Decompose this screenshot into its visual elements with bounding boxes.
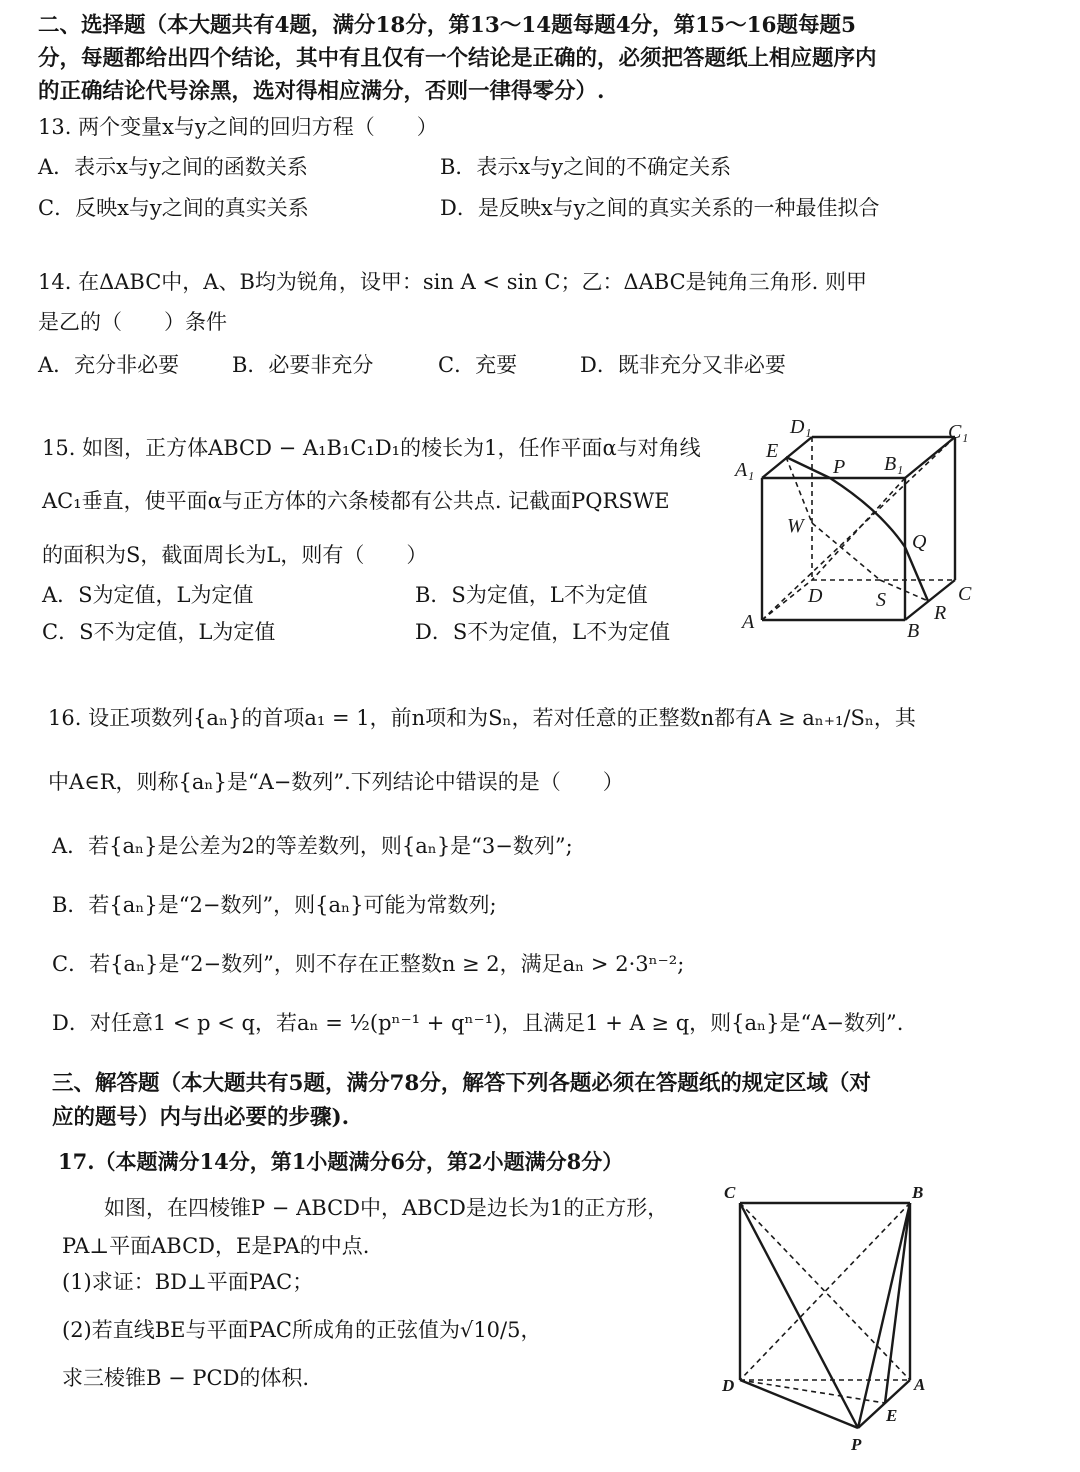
q17-stem-line2: PA⊥平面ABCD，E是PA的中点.: [62, 1234, 370, 1258]
section3-header-line2: 应的题号）内与出必要的步骤).: [52, 1105, 350, 1130]
q14-option-c[interactable]: C．充要: [438, 353, 518, 377]
edge-A-P: [858, 1380, 910, 1428]
label-C: C: [958, 583, 972, 605]
label-D: D: [808, 585, 823, 607]
label-W: W: [787, 515, 804, 537]
q16-option-a[interactable]: A．若{aₙ}是公差为2的等差数列，则{aₙ}是“3−数列”;: [52, 834, 573, 858]
q17-part1: (1)求证：BD⊥平面PAC；: [62, 1270, 314, 1294]
edge-A-D: [762, 580, 812, 620]
section-edge-W-S: [812, 523, 880, 580]
q15-stem-line3: 的面积为S，截面周长为L，则有（ ）: [42, 543, 428, 567]
pyramid-solid-edges: [740, 1203, 910, 1428]
q14-option-b[interactable]: B．必要非充分: [232, 353, 374, 377]
label-P: P: [833, 456, 846, 478]
q15-cube-figure: [730, 410, 990, 650]
edge-D-P: [740, 1380, 858, 1428]
section2-header-line1: 二、选择题（本大题共有4题，满分18分，第13～14题每题4分，第15～16题每题5: [38, 13, 856, 38]
section2-header-line3: 的正确结论代号涂黑，选对得相应满分，否则一律得零分）.: [38, 79, 605, 104]
label-P: P: [851, 1435, 862, 1454]
q16-stem-line2: 中A∈R，则称{aₙ}是“A−数列”.下列结论中错误的是（ ）: [48, 770, 624, 794]
q17-heading: 17.（本题满分14分，第1小题满分6分，第2小题满分8分）: [58, 1149, 624, 1174]
q14-option-d[interactable]: D．既非充分又非必要: [580, 353, 786, 377]
label-C: C: [724, 1183, 736, 1202]
q15-stem-line2: AC₁垂直，使平面α与正方体的六条棱都有公共点. 记截面PQRSWE: [42, 489, 670, 513]
q17-stem-line1: 如图，在四棱锥P − ABCD中，ABCD是边长为1的正方形，: [104, 1196, 669, 1220]
label-A1: A₁: [735, 459, 755, 481]
label-B: B: [907, 620, 920, 642]
q16-stem-line1: 16. 设正项数列{aₙ}的首项a₁ = 1，前n项和为Sₙ，若对任意的正整数n都有A ≥ aₙ₊₁/Sₙ，其: [48, 706, 916, 730]
label-Q: Q: [912, 531, 927, 553]
q15-option-a[interactable]: A．S为定值，L为定值: [42, 583, 254, 607]
q15-option-b[interactable]: B．S为定值，L不为定值: [415, 583, 648, 607]
label-E: E: [886, 1406, 898, 1425]
label-B1: B₁: [884, 453, 904, 475]
edge-C-P: [740, 1203, 858, 1428]
label-R: R: [934, 602, 947, 624]
edge-B-P: [858, 1203, 910, 1428]
label-A: A: [914, 1375, 926, 1394]
q14-stem-line1: 14. 在ΔABC中，A、B均为锐角，设甲：sin A < sin C；乙：ΔABC是钝角三角形. 则甲: [38, 270, 868, 294]
edge-B-C: [905, 580, 955, 620]
q13-option-a[interactable]: A．表示x与y之间的函数关系: [38, 155, 308, 179]
label-C1: C₁: [948, 421, 969, 443]
q15-option-d[interactable]: D．S不为定值，L不为定值: [415, 620, 671, 644]
q13-option-d[interactable]: D．是反映x与y之间的真实关系的一种最佳拟合: [440, 196, 880, 220]
label-B: B: [912, 1183, 924, 1202]
label-S: S: [876, 589, 886, 611]
q16-option-c[interactable]: C．若{aₙ}是“2−数列”，则不存在正整数n ≥ 2，满足aₙ > 2·3ⁿ⁻²;: [52, 952, 685, 976]
edge-B-E: [885, 1203, 910, 1403]
q17-part3: 求三棱锥B − PCD的体积.: [62, 1366, 310, 1390]
label-D: D: [722, 1376, 735, 1395]
q17-part2: (2)若直线BE与平面PAC所成角的正弦值为√10/5，: [62, 1318, 542, 1342]
label-A: A: [742, 611, 755, 633]
q14-stem-line2: 是乙的（ ）条件: [38, 310, 227, 334]
section-edge-P-Q: [830, 478, 905, 547]
q13-stem: 13. 两个变量x与y之间的回归方程（ ）: [38, 115, 438, 139]
q15-option-c[interactable]: C．S不为定值，L为定值: [42, 620, 276, 644]
section2-header-line2: 分，每题都给出四个结论，其中有且仅有一个结论是正确的，必须把答题纸上相应题序内: [38, 46, 877, 71]
q16-option-d[interactable]: D．对任意1 < p < q，若aₙ = ½(pⁿ⁻¹ + qⁿ⁻¹)，且满足1 + A ≥ q，则{aₙ}是“A−数列”.: [52, 1011, 904, 1035]
pyramid-hidden-edges: [740, 1203, 910, 1403]
q14-option-a[interactable]: A．充分非必要: [38, 353, 180, 377]
segment-D-E: [740, 1380, 885, 1403]
q17-pyramid-figure: [715, 1175, 945, 1465]
label-D1: D₁: [790, 416, 812, 438]
q15-stem-line1: 15. 如图，正方体ABCD − A₁B₁C₁D₁的棱长为1，任作平面α与对角线: [42, 436, 701, 460]
section3-header-line1: 三、解答题（本大题共有5题，满分78分，解答下列各题必须在答题纸的规定区域（对: [52, 1071, 871, 1096]
q13-option-b[interactable]: B．表示x与y之间的不确定关系: [440, 155, 732, 179]
q13-option-c[interactable]: C．反映x与y之间的真实关系: [38, 196, 309, 220]
q16-option-b[interactable]: B．若{aₙ}是“2−数列”，则{aₙ}可能为常数列;: [52, 893, 497, 917]
label-E: E: [766, 440, 779, 462]
